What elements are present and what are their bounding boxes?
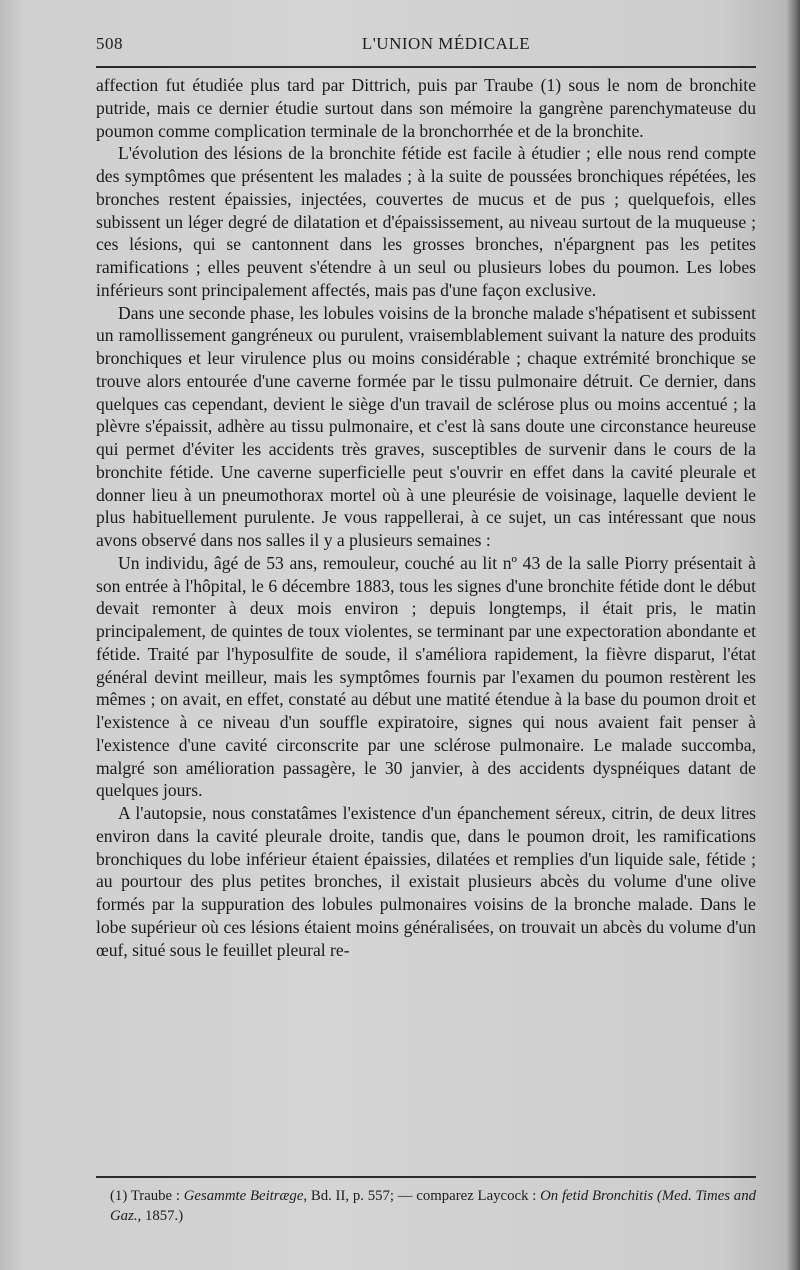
- paragraph-2: L'évolution des lésions de la bronchite fétide est facile à étudier ; elle nous rend compte des symptômes que présentent les malades ; à la suite de poussées bronchiques répétées, les bronches restent épaissies, injectées, couvertes de mucus et de pus ; quelquefois, elles subissent un léger degré de dilatation et d'épaississement, au niveau surtout de la muqueuse ; ces lésions, qui se cantonnent dans les grosses bronches, n'épargnent pas les petites ramifications ; elles peuvent s'étendre à un seul ou plusieurs lobes du poumon. Les lobes inférieurs sont principalement affectés, mais pas d'une façon exclusive.: [96, 143, 756, 300]
- paragraph-5: A l'autopsie, nous constatâmes l'existence d'un épanchement séreux, citrin, de deux litres environ dans la cavité pleurale droite, tandis que, dans le poumon droit, les ramifications bronchiques du lobe inférieur étaient épaissies, dilatées et remplies d'un liquide sale, fétide ; au pourtour des plus petites bronches, il existait plusieurs abcès du volume d'une olive formés par la suppuration des lobules pulmonaires voisins de la bronche malade. Dans le lobe supérieur où ces lésions étaient moins généralisées, on trouvait un abcès du volume d'un œuf, situé sous le feuillet pleural re-: [96, 803, 756, 960]
- header-rule: [96, 66, 756, 68]
- footnote: [110, 1186, 756, 1226]
- paragraph-4: Un individu, âgé de 53 ans, remouleur, couché au lit nº 43 de la salle Piorry présentait à son entrée à l'hôpital, le 6 décembre 1883, tous les signes d'une bronchite fétide dont le début devait remonter à deux mois environ ; depuis longtemps, il était pris, le matin principalement, de quintes de toux violentes, se terminant par une expectoration abondante et fétide. Traité par l'hyposulfite de soude, il s'améliora rapidement, la fièvre disparut, l'état général devint meilleur, mais les symptômes fournis par l'examen du poumon restèrent les mêmes ; on avait, en effet, constaté au début une matité étendue à la base du poumon droit et l'existence à ce niveau d'un souffle expiratoire, signes qui nous avaient fait penser à l'existence d'une cavité circonscrite par une sclérose pulmonaire. Le malade succomba, malgré son amélioration passagère, le 30 janvier, à des accidents dyspnéiques datant de quelques jours.: [96, 552, 756, 801]
- footnote-marker: (1): [110, 1188, 128, 1204]
- footnote-volume: Bd. II, p. 557; — comparez Laycock :: [310, 1188, 537, 1204]
- footnote-author: Traube :: [130, 1188, 180, 1204]
- footnote-work: Gesammte Beitræge,: [183, 1188, 308, 1204]
- paragraph-3: Dans une seconde phase, les lobules voisins de la bronche malade s'hépatisent et subissent un ramollissement gangréneux ou purulent, vraisemblablement suivant la nature des produits bronchiques et leur virulence plus ou moins considérable ; chaque extrémité bronchique se trouve alors entourée d'une caverne formée par le tissu pulmonaire détruit. Ce dernier, dans quelques cas cependant, devient le siège d'un travail de sclérose plus ou moins accentué ; la plèvre s'épaissit, adhère au tissu pulmonaire, et c'est là sans doute une circonstance heureuse qui permet d'éviter les accidents très graves, susceptibles de survenir dans le cours de la bronchite fétide. Une caverne superficielle peut s'ouvrir en effet dans la cavité pleurale et donner lieu à un pneumothorax mortel où à une pleurésie de voisinage, laquelle devient le plus habituellement purulente. Je vous rappellerai, à ce sujet, un cas intéressant que nous avons observé dans nos salles il y a plusieurs semaines :: [96, 302, 756, 550]
- body-text: [96, 74, 756, 961]
- page-edge-shadow: [786, 0, 800, 1270]
- page-header: [96, 30, 756, 60]
- footnote-journal: (Med. Times and Gaz.,: [110, 1188, 756, 1224]
- footnote-rule: [96, 1176, 756, 1178]
- running-head: L'UNION MÉDICALE: [361, 34, 531, 53]
- paragraph-1: affection fut étudiée plus tard par Dittrich, puis par Traube (1) sous le nom de bronchite putride, mais ce dernier étudie surtout dans son mémoire la gangrène parenchymateuse du poumon comme complication terminale de la bronchorrhée et de la bronchite.: [96, 75, 756, 141]
- page-number: 508: [96, 34, 123, 53]
- footnote-work2: On fetid Bronchitis: [540, 1188, 654, 1204]
- footnote-year: 1857.): [144, 1208, 184, 1224]
